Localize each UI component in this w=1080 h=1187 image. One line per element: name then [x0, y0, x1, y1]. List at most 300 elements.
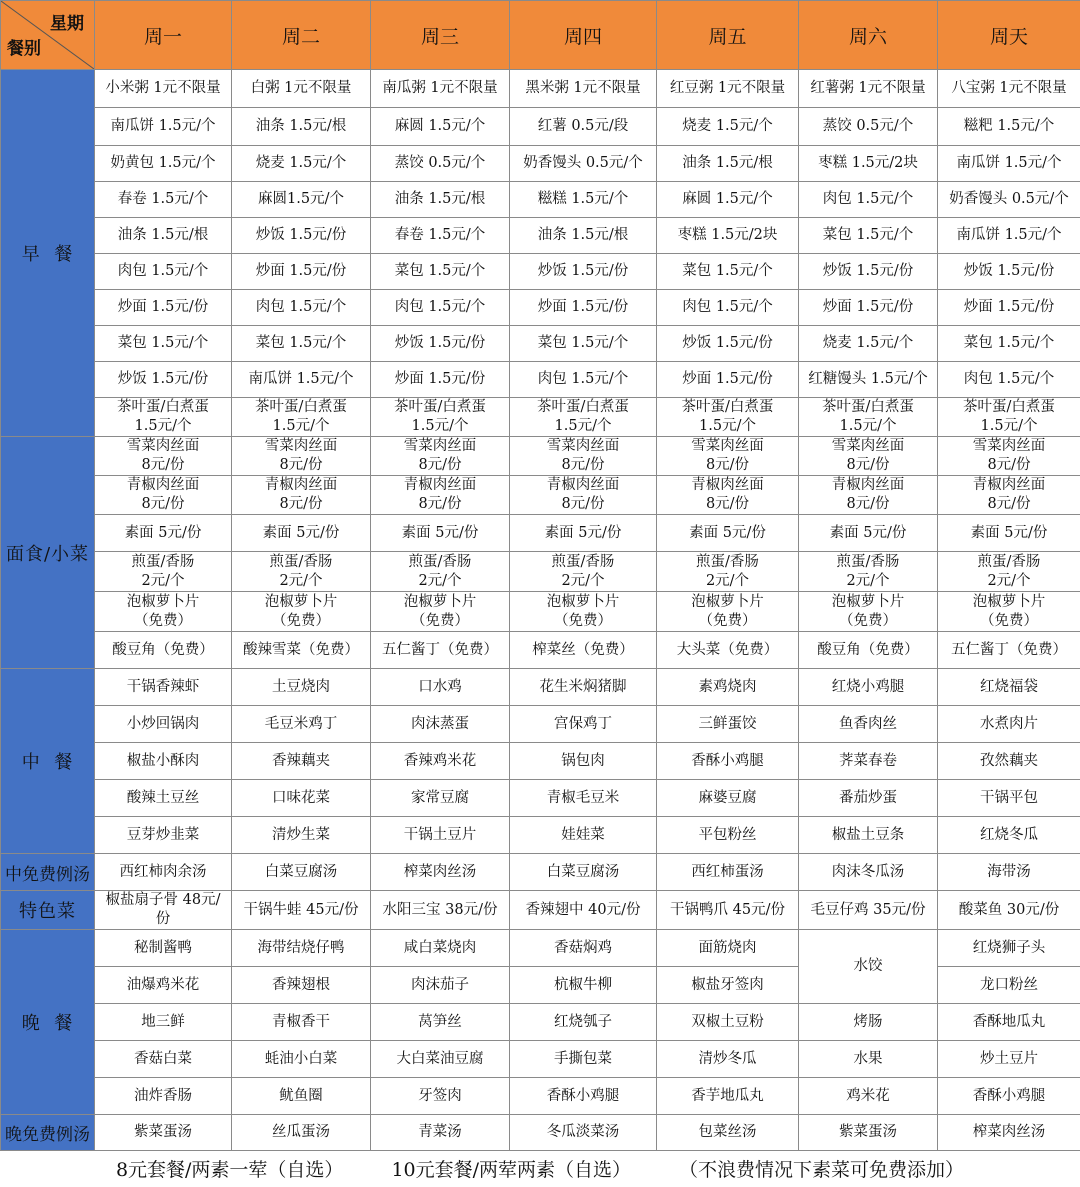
noodles-item	[510, 592, 657, 632]
lunch-item: 椒盐土豆条	[799, 817, 938, 854]
breakfast-item: 炒饭 1.5元/份	[938, 254, 1080, 290]
noodles-item: 五仁酱丁（免费）	[371, 632, 510, 669]
lunch-soup-category: 中免费例汤	[1, 854, 95, 891]
dinner-soup-category: 晚免费例汤	[1, 1115, 95, 1151]
breakfast-row	[1, 182, 1080, 218]
lunch-item: 三鲜蛋饺	[657, 706, 799, 743]
lunch-item: 干锅土豆片	[371, 817, 510, 854]
item-line: 8元/份	[279, 457, 323, 473]
footer-free-note: （不浪费情况下素菜可免费添加）	[679, 1158, 965, 1181]
lunch-item: 干锅香辣虾	[95, 669, 232, 706]
noodles-row	[1, 515, 1080, 552]
item-line: 1.5元/个	[272, 418, 330, 434]
breakfast-row	[1, 108, 1080, 146]
lunch-item: 番茄炒蛋	[799, 780, 938, 817]
dinner-item: 红烧瓠子	[510, 1004, 657, 1041]
special-category: 特色菜	[1, 891, 95, 930]
item-line: 青椒肉丝面	[972, 477, 1046, 493]
day-header: 周一	[95, 1, 232, 70]
noodles-item	[657, 476, 799, 515]
dinner-soup-item: 包菜丝汤	[657, 1115, 799, 1151]
dinner-row	[1, 1004, 1080, 1041]
lunch-soup-item: 白菜豆腐汤	[232, 854, 371, 891]
item-line: 茶叶蛋/白煮蛋	[963, 399, 1055, 415]
item-line: 青椒肉丝面	[831, 477, 905, 493]
lunch-row	[1, 817, 1080, 854]
dinner-item: 香酥小鸡腿	[510, 1078, 657, 1115]
dinner-item: 香辣翅根	[232, 967, 371, 1004]
breakfast-item	[510, 398, 657, 437]
dinner-soup-item: 榨菜肉丝汤	[938, 1115, 1080, 1151]
breakfast-item: 八宝粥 1元不限量	[938, 70, 1080, 108]
dinner-item: 地三鲜	[95, 1004, 232, 1041]
breakfast-item: 奶香馒头 0.5元/个	[938, 182, 1080, 218]
item-line: 煎蛋/香肠	[696, 553, 759, 570]
breakfast-item: 炒饭 1.5元/份	[371, 326, 510, 362]
special-item: 毛豆仔鸡 35元/份	[799, 891, 938, 930]
noodles-item	[799, 476, 938, 515]
lunch-item: 红烧福袋	[938, 669, 1080, 706]
item-line: （免费）	[134, 612, 192, 629]
dinner-item: 红烧狮子头	[938, 930, 1080, 967]
item-line: 1.5元/个	[699, 418, 756, 434]
breakfast-item: 烧麦 1.5元/个	[799, 326, 938, 362]
breakfast-item: 肉包 1.5元/个	[510, 362, 657, 398]
dinner-item: 龙口粉丝	[938, 967, 1080, 1004]
day-header: 周天	[938, 1, 1080, 70]
item-line: 煎蛋/香肠	[836, 553, 900, 570]
item-line: 8元/份	[987, 496, 1031, 512]
noodles-item	[799, 552, 938, 592]
breakfast-item: 奶黄包 1.5元/个	[95, 146, 232, 182]
dinner-item: 香芋地瓜丸	[657, 1078, 799, 1115]
noodles-item	[799, 592, 938, 632]
breakfast-item: 红糖馒头 1.5元/个	[799, 362, 938, 398]
noodles-item	[938, 437, 1080, 476]
dinner-item: 香菇焖鸡	[510, 930, 657, 967]
breakfast-item: 枣糕 1.5元/2块	[799, 146, 938, 182]
noodles-item	[510, 476, 657, 515]
item-line: 2元/个	[141, 572, 185, 589]
breakfast-item: 肉包 1.5元/个	[938, 362, 1080, 398]
breakfast-item: 炒面 1.5元/份	[657, 362, 799, 398]
noodles-category: 面食/小菜	[1, 437, 95, 669]
item-line: 煎蛋/香肠	[131, 553, 195, 570]
lunch-item: 家常豆腐	[371, 780, 510, 817]
breakfast-item: 糍粑 1.5元/个	[938, 108, 1080, 146]
dinner-item: 牙签肉	[371, 1078, 510, 1115]
dinner-item: 香酥地瓜丸	[938, 1004, 1080, 1041]
lunch-item: 红烧冬瓜	[938, 817, 1080, 854]
dinner-item: 水果	[799, 1041, 938, 1078]
lunch-row	[1, 743, 1080, 780]
item-line: 雪菜肉丝面	[264, 438, 338, 454]
breakfast-item: 小米粥 1元不限量	[95, 70, 232, 108]
breakfast-item: 南瓜饼 1.5元/个	[938, 146, 1080, 182]
breakfast-item: 麻圆1.5元/个	[232, 182, 371, 218]
footer-set-8: 8元套餐/两素一荤（自选）	[115, 1158, 344, 1181]
dinner-soup-item: 紫菜蛋汤	[95, 1115, 232, 1151]
item-line: 2元/个	[279, 572, 323, 589]
item-line: 泡椒萝卜片	[972, 593, 1046, 610]
noodles-row	[1, 592, 1080, 632]
day-header: 周六	[799, 1, 938, 70]
breakfast-item: 肉包 1.5元/个	[799, 182, 938, 218]
item-line: 青椒肉丝面	[264, 477, 338, 493]
breakfast-item: 炒饭 1.5元/份	[799, 254, 938, 290]
item-line: 茶叶蛋/白煮蛋	[255, 399, 347, 415]
item-line: 椒盐扇子骨 48元/	[105, 892, 221, 908]
dinner-soup-item: 丝瓜蛋汤	[232, 1115, 371, 1151]
noodles-item: 大头菜（免费）	[657, 632, 799, 669]
breakfast-item: 油条 1.5元/根	[371, 182, 510, 218]
noodles-item: 五仁酱丁（免费）	[938, 632, 1080, 669]
breakfast-item: 烧麦 1.5元/个	[232, 146, 371, 182]
lunch-item: 香辣鸡米花	[371, 743, 510, 780]
lunch-row	[1, 706, 1080, 743]
noodles-item	[657, 552, 799, 592]
lunch-item: 毛豆米鸡丁	[232, 706, 371, 743]
dinner-item: 椒盐牙签肉	[657, 967, 799, 1004]
item-line: 煎蛋/香肠	[408, 553, 472, 570]
item-line: 泡椒萝卜片	[831, 593, 905, 610]
noodles-item	[371, 552, 510, 592]
item-line: 泡椒萝卜片	[691, 593, 764, 610]
dinner-item: 香酥小鸡腿	[938, 1078, 1080, 1115]
noodles-item	[938, 552, 1080, 592]
dinner-row	[1, 930, 1080, 967]
lunch-item: 青椒毛豆米	[510, 780, 657, 817]
lunch-row	[1, 780, 1080, 817]
dinner-item: 青椒香干	[232, 1004, 371, 1041]
item-line: 泡椒萝卜片	[264, 593, 338, 610]
breakfast-item: 菜包 1.5元/个	[232, 326, 371, 362]
dinner-item: 大白菜油豆腐	[371, 1041, 510, 1078]
lunch-item: 宫保鸡丁	[510, 706, 657, 743]
breakfast-row	[1, 218, 1080, 254]
noodles-item	[938, 476, 1080, 515]
breakfast-row	[1, 398, 1080, 437]
dinner-item: 水饺	[799, 930, 938, 1004]
dinner-item: 手撕包菜	[510, 1041, 657, 1078]
noodles-item	[371, 476, 510, 515]
breakfast-item	[232, 398, 371, 437]
lunch-item: 荠菜春卷	[799, 743, 938, 780]
dinner-row	[1, 1041, 1080, 1078]
noodles-item: 素面 5元/份	[657, 515, 799, 552]
item-line: 煎蛋/香肠	[551, 553, 615, 570]
noodles-item	[938, 592, 1080, 632]
breakfast-item: 炒饭 1.5元/份	[657, 326, 799, 362]
breakfast-item: 炒饭 1.5元/份	[510, 254, 657, 290]
lunch-soup-item: 榨菜肉丝汤	[371, 854, 510, 891]
item-line: （免费）	[839, 612, 897, 629]
dinner-item: 双椒土豆粉	[657, 1004, 799, 1041]
item-line: 煎蛋/香肠	[269, 553, 333, 570]
breakfast-item: 南瓜饼 1.5元/个	[95, 108, 232, 146]
noodles-item: 素面 5元/份	[938, 515, 1080, 552]
special-item: 水阳三宝 38元/份	[371, 891, 510, 930]
breakfast-item	[799, 398, 938, 437]
dinner-item: 秘制酱鸭	[95, 930, 232, 967]
dinner-item: 炒土豆片	[938, 1041, 1080, 1078]
lunch-item: 椒盐小酥肉	[95, 743, 232, 780]
item-line: （免费）	[980, 612, 1038, 629]
item-line: 煎蛋/香肠	[977, 553, 1041, 570]
lunch-item: 豆芽炒韭菜	[95, 817, 232, 854]
item-line: （免费）	[411, 612, 469, 629]
lunch-item: 肉沫蒸蛋	[371, 706, 510, 743]
noodles-item: 酸辣雪菜（免费）	[232, 632, 371, 669]
noodles-item	[95, 552, 232, 592]
dinner-item: 杭椒牛柳	[510, 967, 657, 1004]
item-line: 份	[155, 911, 171, 927]
lunch-soup-row	[1, 854, 1080, 891]
breakfast-item	[95, 398, 232, 437]
noodles-item	[510, 437, 657, 476]
item-line: 茶叶蛋/白煮蛋	[681, 399, 774, 415]
dinner-soup-item: 紫菜蛋汤	[799, 1115, 938, 1151]
item-line: 2元/个	[561, 572, 605, 589]
special-item: 酸菜鱼 30元/份	[938, 891, 1080, 930]
special-row	[1, 891, 1080, 930]
lunch-item: 素鸡烧肉	[657, 669, 799, 706]
lunch-item: 鱼香肉丝	[799, 706, 938, 743]
breakfast-item: 油条 1.5元/根	[95, 218, 232, 254]
noodles-item	[799, 437, 938, 476]
breakfast-row	[1, 146, 1080, 182]
corner-meal-label: 餐别	[7, 39, 41, 59]
noodles-item: 榨菜丝（免费）	[510, 632, 657, 669]
dinner-item: 香菇白菜	[95, 1041, 232, 1078]
lunch-row	[1, 669, 1080, 706]
noodles-item	[371, 592, 510, 632]
item-line: 1.5元/个	[134, 418, 192, 434]
breakfast-item: 蒸饺 0.5元/个	[371, 146, 510, 182]
item-line: （免费）	[554, 612, 612, 629]
item-line: 茶叶蛋/白煮蛋	[822, 399, 914, 415]
dinner-item: 面筋烧肉	[657, 930, 799, 967]
breakfast-item: 油条 1.5元/根	[232, 108, 371, 146]
lunch-item: 清炒生菜	[232, 817, 371, 854]
breakfast-item: 菜包 1.5元/个	[938, 326, 1080, 362]
dinner-item: 鱿鱼圈	[232, 1078, 371, 1115]
dinner-item: 清炒冬瓜	[657, 1041, 799, 1078]
breakfast-item: 糍糕 1.5元/个	[510, 182, 657, 218]
lunch-item: 孜然藕夹	[938, 743, 1080, 780]
item-line: 1.5元/个	[554, 418, 612, 434]
breakfast-row	[1, 70, 1080, 108]
item-line: 泡椒萝卜片	[403, 593, 477, 610]
item-line: 8元/份	[846, 496, 890, 512]
dinner-item: 蚝油小白菜	[232, 1041, 371, 1078]
breakfast-item: 菜包 1.5元/个	[510, 326, 657, 362]
breakfast-item: 炒饭 1.5元/份	[232, 218, 371, 254]
lunch-item: 小炒回锅肉	[95, 706, 232, 743]
lunch-soup-item: 西红柿蛋汤	[657, 854, 799, 891]
dinner-item: 莴笋丝	[371, 1004, 510, 1041]
breakfast-item: 炒面 1.5元/份	[799, 290, 938, 326]
item-line: 雪菜肉丝面	[546, 438, 620, 454]
noodles-item	[232, 476, 371, 515]
dinner-soup-row	[1, 1115, 1080, 1151]
item-line: 青椒肉丝面	[403, 477, 477, 493]
breakfast-item: 油条 1.5元/根	[657, 146, 799, 182]
item-line: 茶叶蛋/白煮蛋	[117, 399, 209, 415]
item-line: 青椒肉丝面	[546, 477, 620, 493]
item-line: 8元/份	[279, 496, 323, 512]
lunch-item: 酸辣土豆丝	[95, 780, 232, 817]
special-item: 香辣翅中 40元/份	[510, 891, 657, 930]
dinner-soup-item: 青菜汤	[371, 1115, 510, 1151]
breakfast-item	[371, 398, 510, 437]
breakfast-item: 枣糕 1.5元/2块	[657, 218, 799, 254]
special-item	[95, 891, 232, 930]
noodles-item	[510, 552, 657, 592]
dinner-item: 烤肠	[799, 1004, 938, 1041]
noodles-item	[657, 437, 799, 476]
day-header: 周五	[657, 1, 799, 70]
noodles-row	[1, 552, 1080, 592]
breakfast-item: 肉包 1.5元/个	[657, 290, 799, 326]
item-line: 8元/份	[141, 457, 185, 473]
breakfast-item: 炒面 1.5元/份	[938, 290, 1080, 326]
item-line: 雪菜肉丝面	[972, 438, 1046, 454]
item-line: 青椒肉丝面	[691, 477, 764, 493]
dinner-row	[1, 1078, 1080, 1115]
breakfast-item: 肉包 1.5元/个	[95, 254, 232, 290]
noodles-item	[232, 592, 371, 632]
breakfast-item: 菜包 1.5元/个	[799, 218, 938, 254]
lunch-item: 平包粉丝	[657, 817, 799, 854]
lunch-soup-item: 海带汤	[938, 854, 1080, 891]
breakfast-item: 肉包 1.5元/个	[232, 290, 371, 326]
lunch-item: 红烧小鸡腿	[799, 669, 938, 706]
breakfast-item: 麻圆 1.5元/个	[657, 182, 799, 218]
item-line: 茶叶蛋/白煮蛋	[537, 399, 629, 415]
noodles-item: 素面 5元/份	[799, 515, 938, 552]
dinner-item: 海带结烧仔鸭	[232, 930, 371, 967]
noodles-item: 素面 5元/份	[510, 515, 657, 552]
special-item: 干锅鸭爪 45元/份	[657, 891, 799, 930]
breakfast-item	[938, 398, 1080, 437]
item-line: 8元/份	[846, 457, 890, 473]
item-line: 8元/份	[987, 457, 1031, 473]
dinner-item: 鸡米花	[799, 1078, 938, 1115]
breakfast-row	[1, 290, 1080, 326]
noodles-item	[95, 592, 232, 632]
breakfast-item: 烧麦 1.5元/个	[657, 108, 799, 146]
item-line: 泡椒萝卜片	[546, 593, 620, 610]
lunch-item: 娃娃菜	[510, 817, 657, 854]
lunch-item: 口味花菜	[232, 780, 371, 817]
lunch-item: 水煮肉片	[938, 706, 1080, 743]
item-line: 8元/份	[418, 496, 462, 512]
lunch-soup-item: 西红柿肉余汤	[95, 854, 232, 891]
dinner-category: 晚 餐	[1, 930, 95, 1115]
breakfast-item: 菜包 1.5元/个	[657, 254, 799, 290]
item-line: 1.5元/个	[411, 418, 469, 434]
item-line: 茶叶蛋/白煮蛋	[394, 399, 486, 415]
lunch-item: 土豆烧肉	[232, 669, 371, 706]
dinner-item: 油炸香肠	[95, 1078, 232, 1115]
item-line: 雪菜肉丝面	[126, 438, 200, 454]
breakfast-item: 红薯 0.5元/段	[510, 108, 657, 146]
breakfast-item: 菜包 1.5元/个	[371, 254, 510, 290]
dinner-soup-item: 冬瓜淡菜汤	[510, 1115, 657, 1151]
breakfast-item	[657, 398, 799, 437]
breakfast-row	[1, 326, 1080, 362]
breakfast-row	[1, 362, 1080, 398]
breakfast-item: 春卷 1.5元/个	[95, 182, 232, 218]
breakfast-item: 黑米粥 1元不限量	[510, 70, 657, 108]
day-header: 周三	[371, 1, 510, 70]
lunch-item: 香酥小鸡腿	[657, 743, 799, 780]
item-line: 青椒肉丝面	[126, 477, 200, 493]
item-line: 8元/份	[561, 496, 605, 512]
noodles-item	[371, 437, 510, 476]
noodles-row	[1, 476, 1080, 515]
day-header: 周二	[232, 1, 371, 70]
noodles-item: 酸豆角（免费）	[95, 632, 232, 669]
item-line: 2元/个	[987, 572, 1031, 589]
breakfast-item: 肉包 1.5元/个	[371, 290, 510, 326]
footer-note	[0, 1149, 1080, 1187]
breakfast-item: 奶香馒头 0.5元/个	[510, 146, 657, 182]
header-corner	[1, 1, 95, 70]
item-line: 8元/份	[141, 496, 185, 512]
noodles-item	[232, 437, 371, 476]
item-line: 1.5元/个	[839, 418, 897, 434]
breakfast-item: 炒面 1.5元/份	[371, 362, 510, 398]
item-line: 8元/份	[705, 457, 750, 473]
special-item: 干锅牛蛙 45元/份	[232, 891, 371, 930]
item-line: 8元/份	[418, 457, 462, 473]
breakfast-item: 蒸饺 0.5元/个	[799, 108, 938, 146]
breakfast-item: 南瓜饼 1.5元/个	[938, 218, 1080, 254]
noodles-item	[95, 437, 232, 476]
breakfast-item: 南瓜粥 1元不限量	[371, 70, 510, 108]
noodles-item: 素面 5元/份	[371, 515, 510, 552]
breakfast-item: 炒面 1.5元/份	[232, 254, 371, 290]
item-line: 8元/份	[561, 457, 605, 473]
dinner-item: 肉沫茄子	[371, 967, 510, 1004]
breakfast-category: 早 餐	[1, 70, 95, 437]
breakfast-item: 红薯粥 1元不限量	[799, 70, 938, 108]
breakfast-item: 红豆粥 1元不限量	[657, 70, 799, 108]
item-line: 雪菜肉丝面	[403, 438, 477, 454]
breakfast-item: 油条 1.5元/根	[510, 218, 657, 254]
lunch-item: 麻婆豆腐	[657, 780, 799, 817]
item-line: 2元/个	[418, 572, 462, 589]
lunch-item: 香辣藕夹	[232, 743, 371, 780]
item-line: 雪菜肉丝面	[691, 438, 764, 454]
item-line: （免费）	[698, 612, 757, 629]
item-line: 2元/个	[705, 572, 750, 589]
item-line: 2元/个	[846, 572, 890, 589]
lunch-item: 花生米焖猪脚	[510, 669, 657, 706]
lunch-category: 中 餐	[1, 669, 95, 854]
breakfast-item: 炒面 1.5元/份	[95, 290, 232, 326]
lunch-item: 锅包肉	[510, 743, 657, 780]
noodles-row	[1, 632, 1080, 669]
item-line: 1.5元/个	[980, 418, 1038, 434]
breakfast-item: 炒面 1.5元/份	[510, 290, 657, 326]
item-line: 8元/份	[705, 496, 750, 512]
breakfast-item: 白粥 1元不限量	[232, 70, 371, 108]
noodles-item	[95, 476, 232, 515]
item-line: 雪菜肉丝面	[831, 438, 905, 454]
